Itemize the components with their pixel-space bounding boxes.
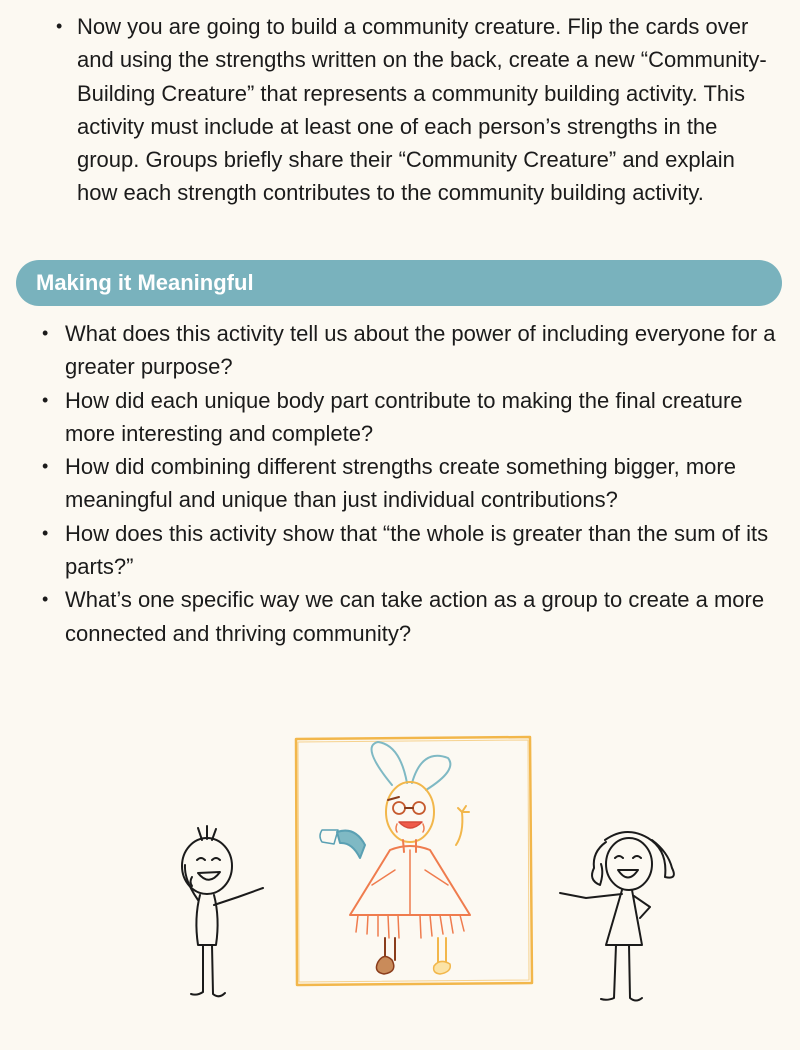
question-text: What does this activity tell us about the power of including everyone for a greater purpose? bbox=[65, 321, 776, 380]
bullet-icon: • bbox=[42, 456, 49, 477]
section-title: Making it Meaningful bbox=[36, 270, 254, 295]
list-item bbox=[38, 317, 788, 384]
bullet-icon: • bbox=[42, 522, 49, 543]
question-text: How does this activity show that “the whole is greater than the sum of its parts?” bbox=[65, 520, 769, 580]
section-header bbox=[16, 260, 782, 306]
list-item bbox=[38, 517, 788, 584]
right-person bbox=[560, 832, 674, 1001]
question-text: How did combining different strengths create something bigger, more meaningful and unique than just individual contributions? bbox=[65, 454, 736, 513]
question-text: How did each unique body part contribute to making the final creature more interesting and complete? bbox=[65, 387, 743, 446]
bullet-icon: • bbox=[42, 589, 49, 610]
list-item bbox=[38, 450, 788, 517]
community-creature-illustration bbox=[150, 730, 690, 1020]
intro-item bbox=[52, 10, 780, 210]
intro-item-text: Now you are going to build a community creature. Flip the cards over and using the strengths written on the back, create a new “Community-Building Creature” that represents a community building activity. This activity must include at least one of each person’s strengths in the group. Groups briefly share their “Community Creature” and explain how each strength contributes to the community building activity. bbox=[77, 14, 767, 206]
bullet-icon: • bbox=[42, 323, 49, 343]
question-list bbox=[38, 317, 788, 650]
list-item bbox=[38, 583, 788, 650]
creature bbox=[320, 742, 470, 974]
bullet-icon: • bbox=[42, 389, 49, 410]
left-person bbox=[182, 826, 263, 996]
intro-list bbox=[52, 10, 780, 210]
bullet-icon: • bbox=[56, 16, 63, 36]
question-text: What’s one specific way we can take action as a group to create a more connected and thriving community? bbox=[65, 587, 765, 646]
list-item bbox=[38, 384, 788, 451]
